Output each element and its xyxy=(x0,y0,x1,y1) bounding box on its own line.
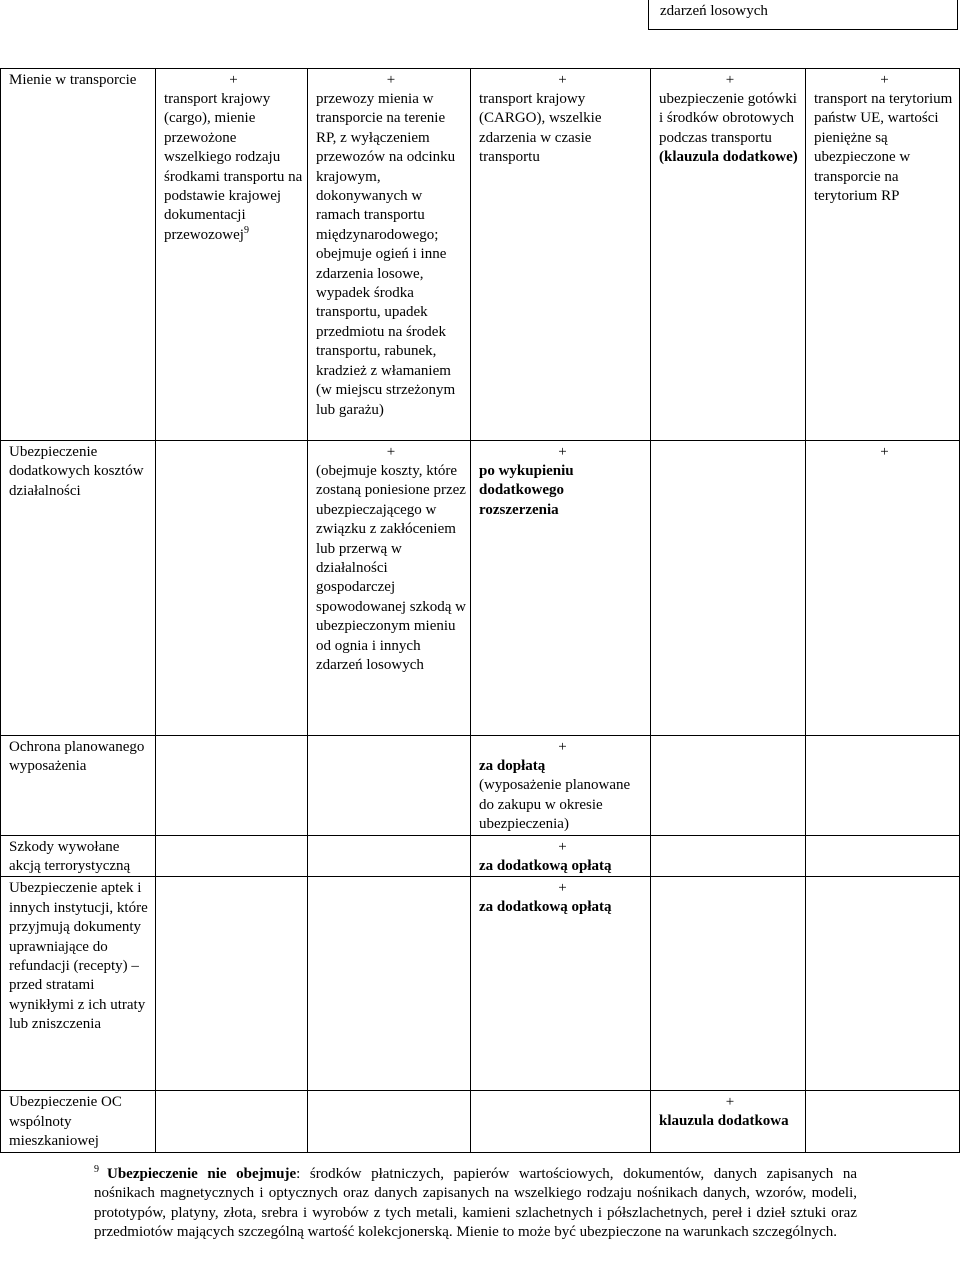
table-cell xyxy=(651,736,806,836)
plus-mark: + xyxy=(880,444,889,460)
footnote-number: 9 xyxy=(94,1164,99,1175)
table-cell: + za dodatkową opłatą xyxy=(471,835,651,877)
table-cell: + (obejmuje koszty, które zostaną poniesione przez ubezpieczającego w związku z zakłóceniem lub przerwą w działalności gospodarczej spowodowanej szkodą w ubezpieczonym mieniu od ognia i innych zdarzeń losowych xyxy=(308,441,471,736)
table-cell xyxy=(806,1091,960,1152)
table-cell xyxy=(806,877,960,1091)
row-label: Szkody wywołane akcją terrorystyczną xyxy=(1,835,156,877)
plus-mark: + xyxy=(386,444,396,460)
table-cell: + przewozy mienia w transporcie na terenie RP, z wyłączeniem przewozów na odcinku krajowym, dokonywanych w ramach transportu międzynarodowego; obejmuje ogień i inne zdarzenia losowe, wypadek środka transportu, upadek przedmiotu na środek transportu, rabunek, kradzież z włamaniem (w miejscu strzeżonym lub garażu) xyxy=(308,69,471,441)
header-cell: zdarzeń losowych xyxy=(648,0,958,30)
plus-mark: + xyxy=(558,444,567,460)
footnote-text: : środków płatniczych, papierów wartościowych, dokumentów, danych zapisanych na nośnikach magnetycznych i optycznych oraz danych zapisanych na wszelkiego rodzaju nośnikach danych, wzorów, modeli, prototypów, platyny, złota, srebra i wyrobów z tych metali, kamieni szlachetnych i półszlachetnych, pereł i dzieł sztuki oraz przedmiotów mających szczególną wartość kolekcjonerską. Mienie to może być ubezpieczone na warunkach szczególnych. xyxy=(94,1166,858,1241)
footnote xyxy=(94,1165,857,1243)
footnote-ref: 9 xyxy=(243,224,249,236)
table-row xyxy=(1,835,960,877)
table-cell xyxy=(156,877,308,1091)
table-row xyxy=(1,69,960,441)
table-cell xyxy=(806,441,960,736)
table-cell xyxy=(156,835,308,877)
table-cell xyxy=(156,1091,308,1152)
table-row xyxy=(1,877,960,1091)
plus-mark: + xyxy=(558,838,567,855)
row-label: Ubezpieczenie OC wspólnoty mieszkaniowej xyxy=(1,1091,156,1152)
row-label: Ubezpieczenie dodatkowych kosztów działalności xyxy=(1,441,156,736)
table-cell: + klauzula dodatkowa xyxy=(651,1091,806,1152)
table-cell xyxy=(471,1091,651,1152)
table-cell xyxy=(806,835,960,877)
table-cell xyxy=(651,441,806,736)
table-cell: + za dopłatą (wyposażenie planowane do zakupu w okresie ubezpieczenia) xyxy=(471,736,651,836)
table-row xyxy=(1,1091,960,1152)
table-cell: + po wykupieniu dodatkowego rozszerzenia xyxy=(471,441,651,736)
table-row xyxy=(1,736,960,836)
plus-mark: + xyxy=(725,72,735,88)
table-cell: + za dodatkową opłatą xyxy=(471,877,651,1091)
table-cell: + ubezpieczenie gotówki i środków obrotowych podczas transportu (klauzula dodatkowe) xyxy=(651,69,806,441)
plus-mark: + xyxy=(725,1094,735,1111)
table-cell: + transport na terytorium państw UE, wartości pieniężne są ubezpieczone w transporcie na terytorium RP xyxy=(806,69,960,441)
row-label: Ubezpieczenie aptek i innych instytucji, które przyjmują dokumenty uprawniające do refundacji (recepty) – przed stratami wynikłymi z ich utraty lub zniszczenia xyxy=(1,877,156,1091)
plus-mark: + xyxy=(880,72,889,88)
table-cell xyxy=(806,736,960,836)
row-label: Mienie w transporcie xyxy=(1,69,156,441)
table-cell xyxy=(308,835,471,877)
insurance-comparison-table xyxy=(0,68,960,1153)
plus-mark: + xyxy=(229,72,238,88)
table-cell xyxy=(651,835,806,877)
plus-mark: + xyxy=(386,72,396,88)
table-cell xyxy=(156,736,308,836)
table-cell xyxy=(308,877,471,1091)
plus-mark: + xyxy=(558,72,567,88)
plus-mark: + xyxy=(558,880,567,897)
table-cell xyxy=(308,1091,471,1152)
table-row xyxy=(1,441,960,736)
table-cell xyxy=(156,441,308,736)
table-cell: + transport krajowy (cargo), mienie przewożone wszelkiego rodzaju środkami transportu na podstawie krajowej dokumentacji przewozowej$^9$ xyxy=(156,69,308,441)
table-cell xyxy=(651,877,806,1091)
plus-mark: + xyxy=(558,739,567,755)
row-label: Ochrona planowanego wyposażenia xyxy=(1,736,156,836)
footnote-lead: Ubezpieczenie nie obejmuje xyxy=(107,1166,297,1182)
table-cell xyxy=(308,736,471,836)
table-cell: + transport krajowy (CARGO), wszelkie zdarzenia w czasie transportu xyxy=(471,69,651,441)
